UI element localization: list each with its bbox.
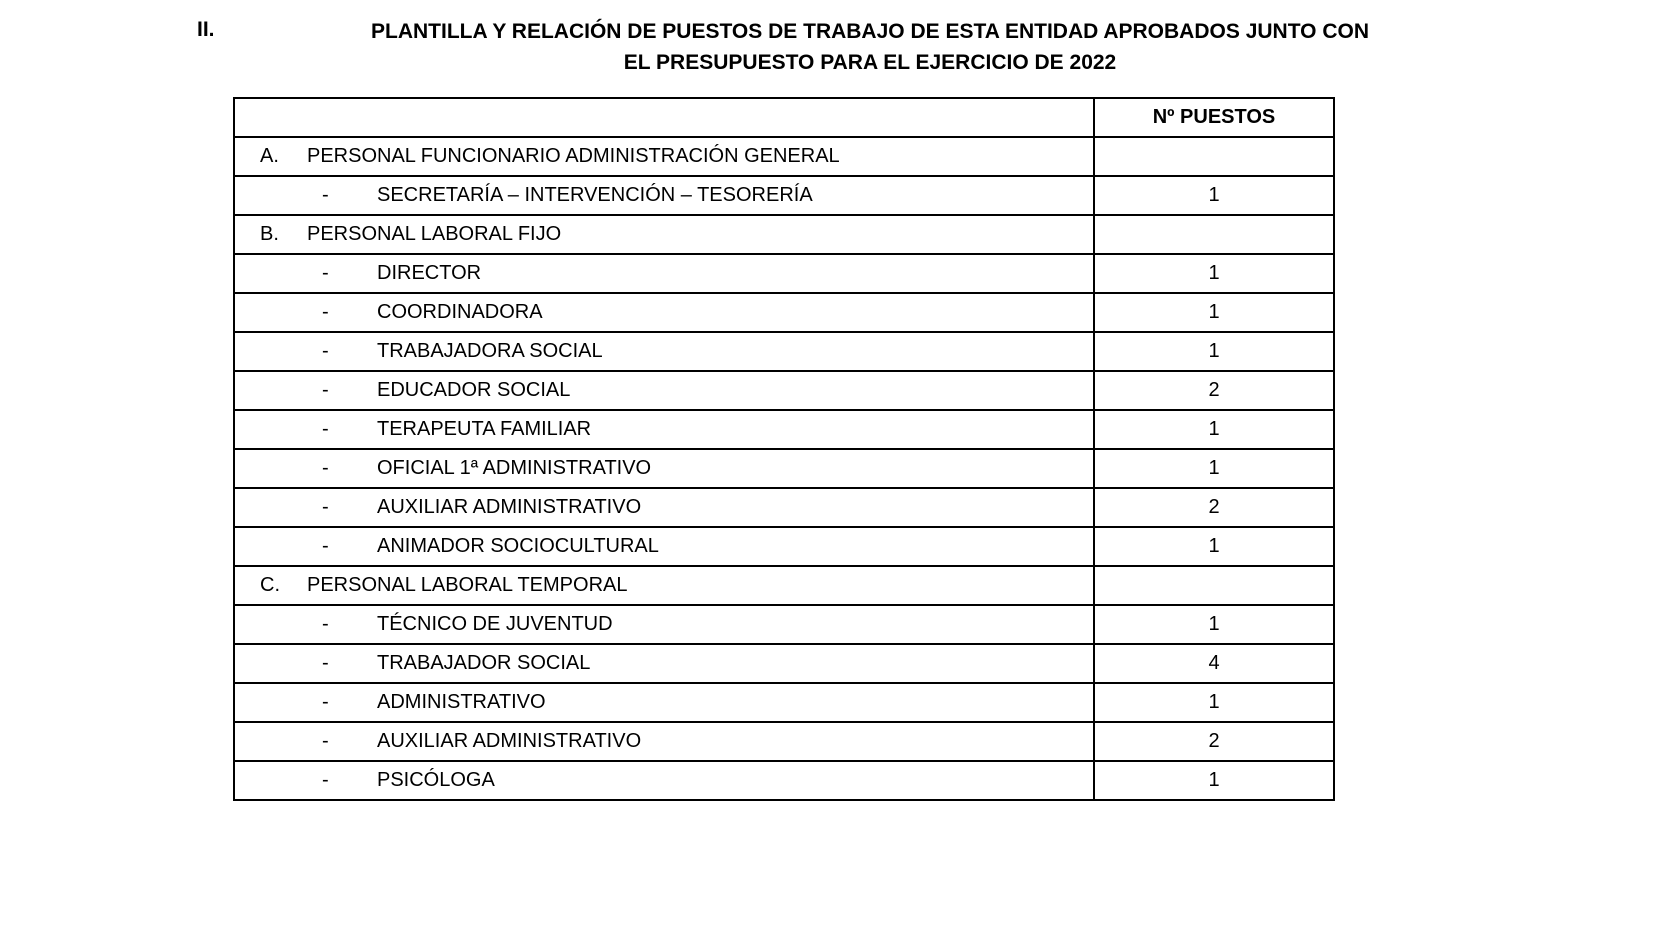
row-label: SECRETARÍA – INTERVENCIÓN – TESORERÍA <box>377 184 813 206</box>
row-label: TERAPEUTA FAMILIAR <box>377 418 592 440</box>
table-item-row <box>234 722 1334 761</box>
row-label: PERSONAL LABORAL TEMPORAL <box>307 574 628 596</box>
row-positions-count: 4 <box>1094 644 1334 683</box>
header-positions-cell: Nº PUESTOS <box>1094 98 1334 137</box>
row-label: EDUCADOR SOCIAL <box>377 379 571 401</box>
table-item-row <box>234 605 1334 644</box>
table-header-row <box>234 98 1334 137</box>
item-dash: - <box>322 340 329 362</box>
row-label: AUXILIAR ADMINISTRATIVO <box>377 730 642 752</box>
row-positions-count: 1 <box>1094 176 1334 215</box>
row-positions-count: 2 <box>1094 371 1334 410</box>
item-dash: - <box>322 769 329 791</box>
row-label: PERSONAL LABORAL FIJO <box>307 223 562 245</box>
section-letter: A. <box>260 145 279 167</box>
item-dash: - <box>322 496 329 518</box>
row-label-cell <box>234 293 1094 332</box>
item-dash: - <box>322 613 329 635</box>
table-item-row <box>234 527 1334 566</box>
row-positions-count <box>1094 215 1334 254</box>
row-positions-count: 1 <box>1094 293 1334 332</box>
item-dash: - <box>322 379 329 401</box>
heading-roman-numeral: II. <box>197 18 215 41</box>
row-label-cell <box>234 449 1094 488</box>
row-label-cell <box>234 332 1094 371</box>
table-item-row <box>234 683 1334 722</box>
row-label-cell <box>234 566 1094 605</box>
heading-title <box>240 16 1500 78</box>
staff-positions-table <box>233 97 1335 801</box>
row-label: DIRECTOR <box>377 262 482 284</box>
row-label-cell <box>234 215 1094 254</box>
row-label: AUXILIAR ADMINISTRATIVO <box>377 496 642 518</box>
row-label-cell <box>234 527 1094 566</box>
heading-title-line1: PLANTILLA Y RELACIÓN DE PUESTOS DE TRABAJO DE ESTA ENTIDAD APROBADOS JUNTO CON <box>371 20 1369 43</box>
table-section-row <box>234 566 1334 605</box>
row-label-cell <box>234 722 1094 761</box>
row-positions-count: 1 <box>1094 254 1334 293</box>
table-item-row <box>234 176 1334 215</box>
row-positions-count: 1 <box>1094 761 1334 800</box>
row-positions-count <box>1094 566 1334 605</box>
row-label-cell <box>234 371 1094 410</box>
item-dash: - <box>322 301 329 323</box>
row-positions-count: 2 <box>1094 722 1334 761</box>
item-dash: - <box>322 691 329 713</box>
table-item-row <box>234 254 1334 293</box>
item-dash: - <box>322 535 329 557</box>
table-item-row <box>234 488 1334 527</box>
row-label: PSICÓLOGA <box>377 769 495 791</box>
section-letter: B. <box>260 223 279 245</box>
header-category-cell <box>234 98 1094 137</box>
row-label: COORDINADORA <box>377 301 543 323</box>
table-section-row <box>234 215 1334 254</box>
row-positions-count: 2 <box>1094 488 1334 527</box>
row-positions-count: 1 <box>1094 410 1334 449</box>
table-section-row <box>234 137 1334 176</box>
table-body <box>234 137 1334 800</box>
table-item-row <box>234 410 1334 449</box>
row-label: TRABAJADOR SOCIAL <box>377 652 591 674</box>
row-label-cell <box>234 254 1094 293</box>
row-positions-count <box>1094 137 1334 176</box>
table-item-row <box>234 332 1334 371</box>
row-label: PERSONAL FUNCIONARIO ADMINISTRACIÓN GENERAL <box>307 145 840 167</box>
item-dash: - <box>322 418 329 440</box>
section-letter: C. <box>260 574 280 596</box>
row-positions-count: 1 <box>1094 683 1334 722</box>
heading-title-line2: EL PRESUPUESTO PARA EL EJERCICIO DE 2022 <box>623 51 1117 74</box>
item-dash: - <box>322 730 329 752</box>
row-positions-count: 1 <box>1094 449 1334 488</box>
row-label: TRABAJADORA SOCIAL <box>377 340 603 362</box>
table-item-row <box>234 449 1334 488</box>
item-dash: - <box>322 262 329 284</box>
table-item-row <box>234 371 1334 410</box>
row-positions-count: 1 <box>1094 332 1334 371</box>
row-positions-count: 1 <box>1094 527 1334 566</box>
row-label-cell <box>234 137 1094 176</box>
row-label-cell <box>234 644 1094 683</box>
item-dash: - <box>322 184 329 206</box>
table-item-row <box>234 761 1334 800</box>
table-item-row <box>234 293 1334 332</box>
row-label-cell <box>234 683 1094 722</box>
row-label: ANIMADOR SOCIOCULTURAL <box>377 535 659 557</box>
row-label-cell <box>234 761 1094 800</box>
row-label: OFICIAL 1ª ADMINISTRATIVO <box>377 457 652 479</box>
row-label: ADMINISTRATIVO <box>377 691 546 713</box>
item-dash: - <box>322 457 329 479</box>
row-label-cell <box>234 176 1094 215</box>
item-dash: - <box>322 652 329 674</box>
row-label-cell <box>234 488 1094 527</box>
table-item-row <box>234 644 1334 683</box>
row-label-cell <box>234 410 1094 449</box>
row-label: TÉCNICO DE JUVENTUD <box>377 613 613 635</box>
row-positions-count: 1 <box>1094 605 1334 644</box>
row-label-cell <box>234 605 1094 644</box>
